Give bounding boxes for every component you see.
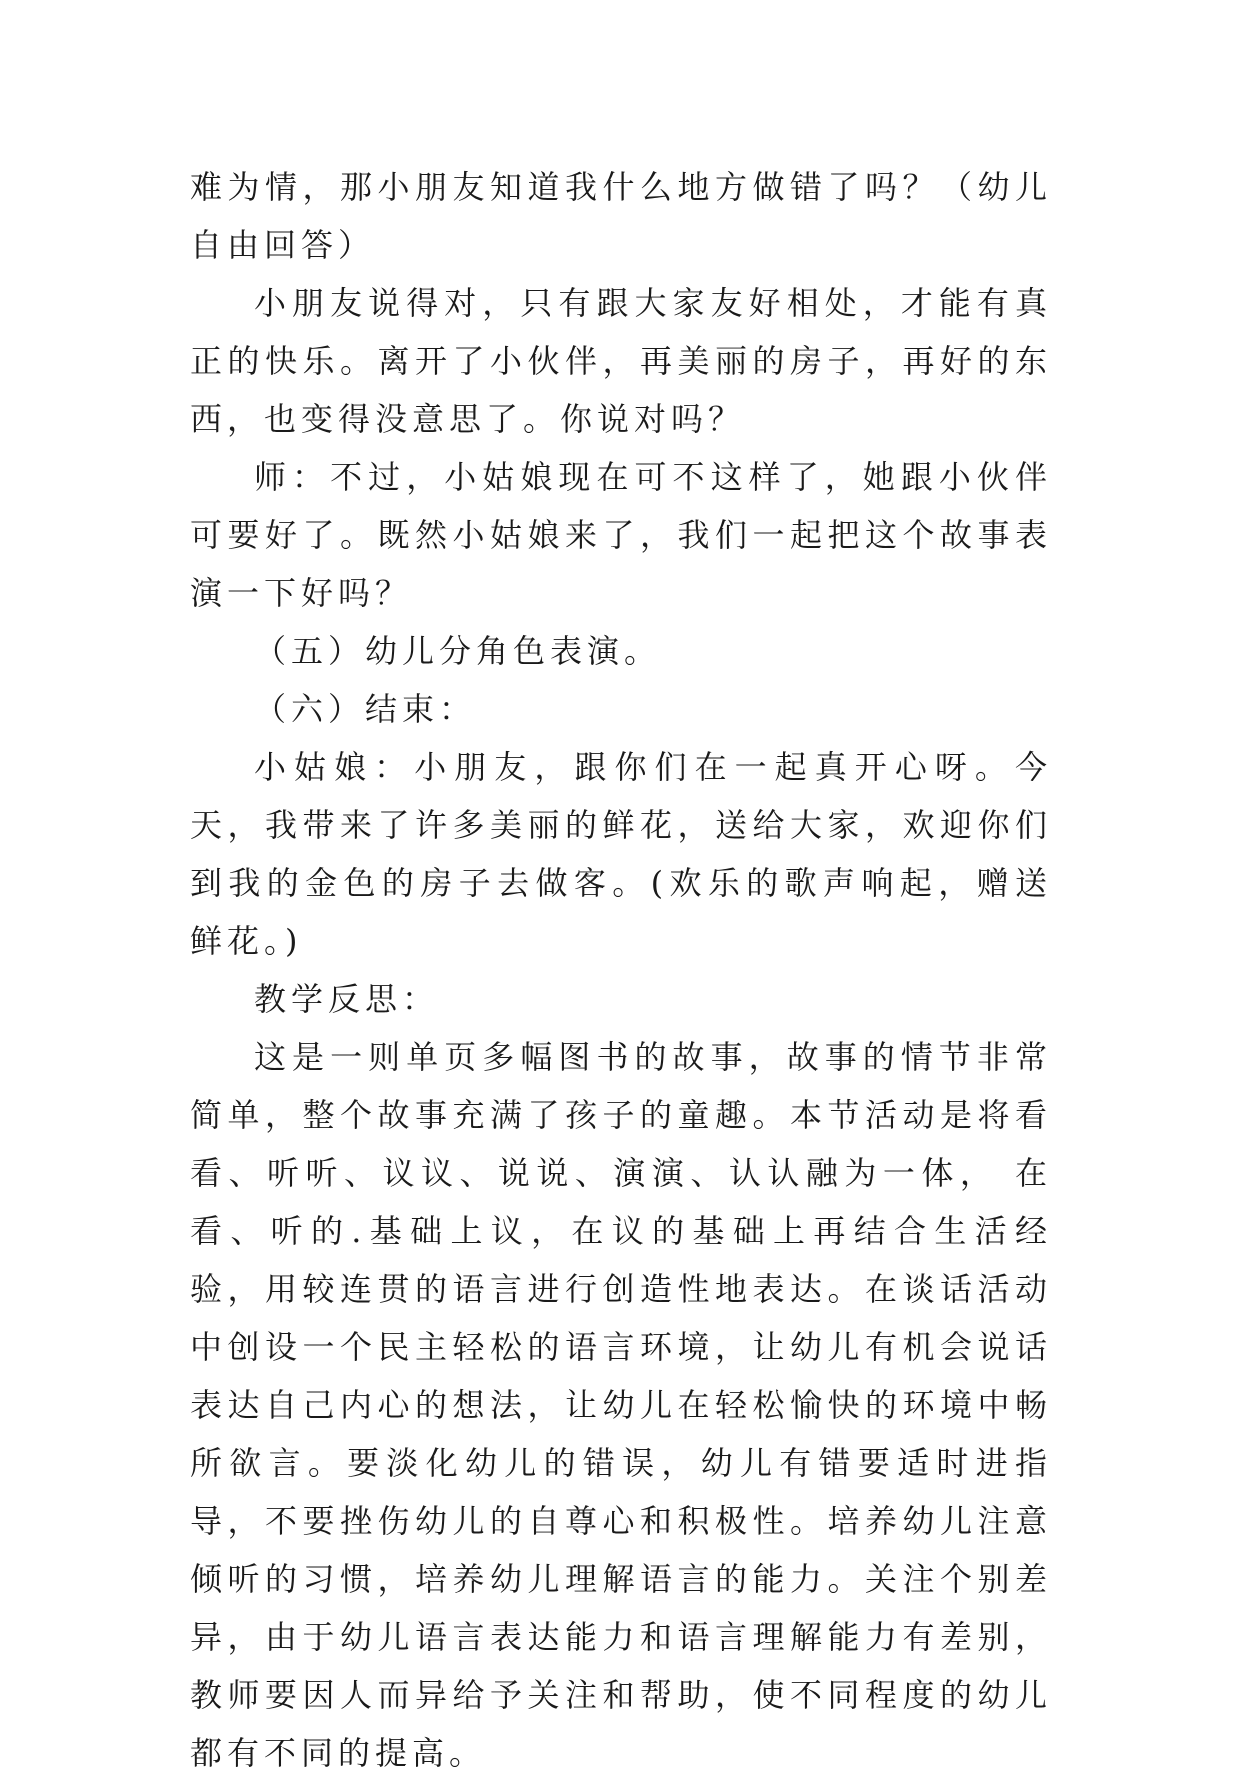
- section-heading-five: （五）幼儿分角色表演。: [254, 632, 662, 670]
- document-page: [190, 158, 1052, 1782]
- paragraph-continuation: 难为情，那小朋友知道我什么地方做错了吗？（幼儿自由回答）: [190, 168, 1052, 264]
- section-heading-reflection: 教学反思：: [254, 980, 440, 1018]
- paragraph-girl-closing: 小姑娘：小朋友，跟你们在一起真开心呀。今天，我带来了许多美丽的鲜花，送给大家，欢迎你们到我的金色的房子去做客。(欢乐的歌声响起，赠送鲜花。): [190, 748, 1052, 960]
- paragraph-teacher-invite: 师：不过，小姑娘现在可不这样了，她跟小伙伴可要好了。既然小姑娘来了，我们一起把这个故事表演一下好吗？: [190, 458, 1052, 612]
- paragraph-friendship: 小朋友说得对，只有跟大家友好相处，才能有真正的快乐。离开了小伙伴，再美丽的房子，再好的东西，也变得没意思了。你说对吗？: [190, 284, 1052, 438]
- section-heading-six: （六）结束：: [254, 690, 477, 728]
- paragraph-reflection-body: 这是一则单页多幅图书的故事，故事的情节非常简单，整个故事充满了孩子的童趣。本节活动是将看看、听听、议议、说说、演演、认认融为一体， 在看、听的.基础上议，在议的基础上再结合生活经验，用较连贯的语言进行创造性地表达。在谈话活动中创设一个民主轻松的语言环境，让幼儿有机会说话表达自己内心的想法，让幼儿在轻松愉快的环境中畅所欲言。要淡化幼儿的错误，幼儿有错要适时进指导，不要挫伤幼儿的自尊心和积极性。培养幼儿注意倾听的习惯，培养幼儿理解语言的能力。关注个别差异，由于幼儿语言表达能力和语言理解能力有差别，教师要因人而异给予关注和帮助，使不同程度的幼儿都有不同的提高。: [190, 1038, 1052, 1772]
